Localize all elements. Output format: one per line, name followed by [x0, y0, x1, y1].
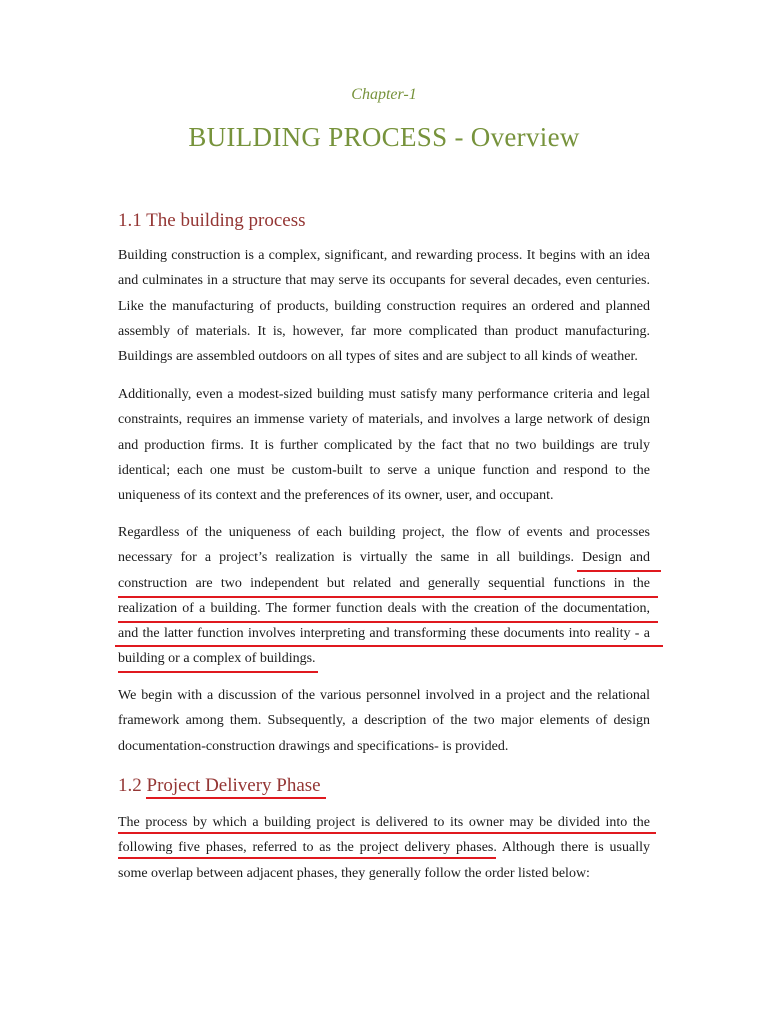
paragraph-1: Building construction is a complex, significant, and rewarding process. It begins with an idea and culminates in a structure that may serve its occupants for several decades, even centuries. Like the manufacturing of products, building construction requires an ordered and planned assembly of materials. It is, however, far more complicated than product manufacturing. Buildings are assembled outdoors on all types of sites and are subject to all kinds of weather. [118, 248, 650, 365]
annotation-underline [115, 645, 663, 647]
annotation-underline [118, 832, 656, 834]
paragraph-2: Additionally, even a modest-sized building must satisfy many performance criteria and legal constraints, requires an immense variety of materials, and involves a large network of design and production firms. It is further complicated by the fact that no two buildings are truly identical; each one must be custom-built to serve a unique function and respond to the uniqueness of its context and the preferences of its owner, user, and occupant. [118, 387, 650, 504]
section-heading-1-2: 1.2 Project Delivery Phase [118, 775, 321, 796]
annotation-underline [118, 671, 318, 673]
annotation-underline [146, 797, 326, 799]
chapter-label: Chapter-1 [351, 86, 417, 103]
paragraph-4: We begin with a discussion of the various personnel involved in a project and the relational framework among them. Subsequently, a description of the two major elements of design documentation-construction drawings and specifications- is provided. [118, 688, 650, 754]
annotation-underline [118, 621, 658, 623]
page-title: BUILDING PROCESS - Overview [188, 122, 580, 152]
paragraph-3: Regardless of the uniqueness of each building project, the flow of events and processes necessary for a project’s realization is virtually the same in all buildings. Design and construction are two independent but related and generally sequential functions in the realization of a building. The former function deals with the creation of the documentation, and the latter function involves interpreting and transforming these documents into reality - a building or a complex of buildings. [118, 525, 650, 667]
paragraph-5: The process by which a building project is delivered to its owner may be divided into the following five phases, referred to as the project delivery phases. Although there is usually some overlap between adjacent phases, they generally follow the order listed below: [118, 815, 650, 881]
annotation-underline [118, 596, 658, 598]
section-heading-1-1: 1.1 The building process [118, 210, 306, 231]
annotation-underline [118, 857, 496, 859]
annotation-underline [577, 570, 661, 572]
